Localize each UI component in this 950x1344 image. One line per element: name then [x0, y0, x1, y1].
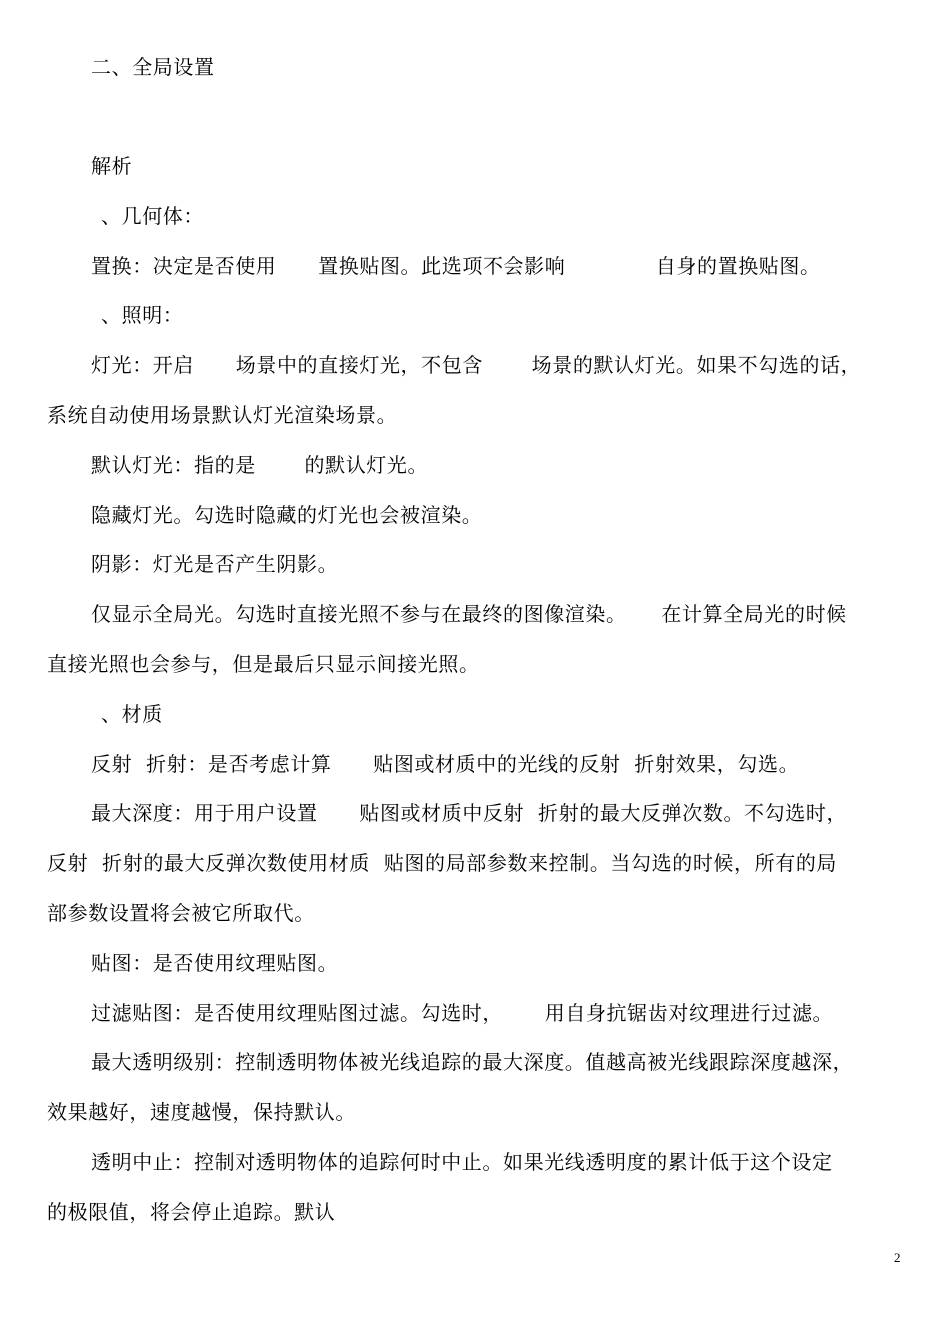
paragraph-line: 仅显示全局光。勾选时直接光照不参与在最终的图像渲染。 在计算全局光的时候: [91, 602, 847, 626]
subheading-analysis: 解析: [91, 154, 133, 178]
page-number: 2: [894, 1250, 901, 1265]
paragraph-line: 置换：决定是否使用 置换贴图。此选项不会影响 自身的置换贴图。: [91, 254, 821, 278]
paragraph-line: 反射 折射：是否考虑计算 贴图或材质中的光线的反射 折射效果，勾选。: [91, 752, 800, 776]
paragraph-line: 最大深度：用于用户设置 贴图或材质中反射 折射的最大反弹次数。不勾选时，: [91, 801, 848, 825]
item-heading-lighting: 、照明：: [101, 303, 184, 327]
paragraph-line: 贴图：是否使用纹理贴图。: [91, 951, 339, 975]
paragraph-line: 灯光：开启 场景中的直接灯光，不包含 场景的默认灯光。如果不勾选的话，: [91, 353, 862, 377]
item-heading-geometry: 、几何体：: [101, 204, 204, 228]
paragraph-line: 系统自动使用场景默认灯光渲染场景。: [47, 403, 398, 427]
paragraph-line: 阴影：灯光是否产生阴影。: [91, 552, 339, 576]
section-heading: 二、全局设置: [91, 55, 215, 79]
paragraph-line: 最大透明级别：控制透明物体被光线追踪的最大深度。值越高被光线跟踪深度越深，: [91, 1050, 854, 1074]
paragraph-line: 过滤贴图：是否使用纹理贴图过滤。勾选时， 用自身抗锯齿对纹理进行过滤。: [91, 1001, 834, 1025]
paragraph-line: 透明中止：控制对透明物体的追踪何时中止。如果光线透明度的累计低于这个设定: [91, 1150, 833, 1174]
paragraph-line: 反射 折射的最大反弹次数使用材质 贴图的局部参数来控制。当勾选的时候，所有的局: [47, 851, 838, 875]
paragraph-line: 默认灯光：指的是 的默认灯光。: [91, 453, 429, 477]
paragraph-line: 直接光照也会参与，但是最后只显示间接光照。: [47, 652, 480, 676]
paragraph-line: 效果越好，速度越慢，保持默认。: [47, 1100, 356, 1124]
paragraph-line: 部参数设置将会被它所取代。: [47, 901, 315, 925]
paragraph-line: 隐藏灯光。勾选时隐藏的灯光也会被渲染。: [91, 503, 483, 527]
item-heading-material: 、材质: [101, 702, 163, 726]
paragraph-line: 的极限值，将会停止追踪。默认: [47, 1200, 336, 1224]
